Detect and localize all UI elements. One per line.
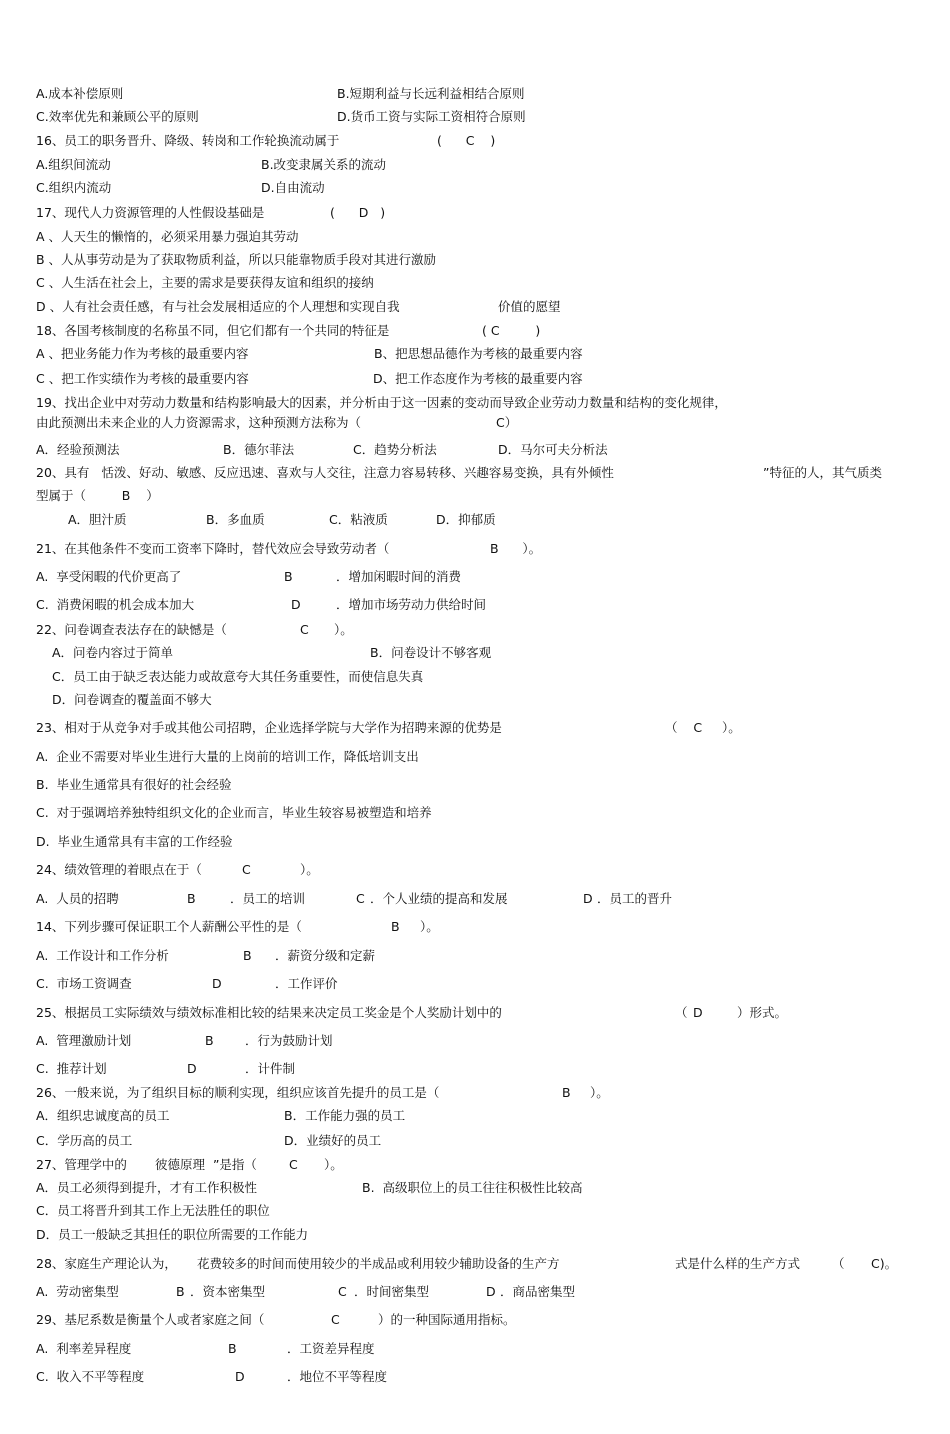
text-line: 彼德原理 ”是指（ — [155, 1157, 257, 1172]
text-line: 17、现代人力资源管理的人性假设基础是 — [36, 205, 265, 220]
text-line: ”特征的人，其气质类 — [763, 465, 882, 480]
text-line: 20、具有 恬泼、好动、敏感、反应迅速、喜欢与人交往，注意力容易转移、兴趣容易变换，具有外倾性 — [36, 465, 614, 480]
text-line: B ）。 — [490, 541, 542, 556]
text-line: B 、人从事劳动是为了获取物质利益，所以只能靠物质手段对其进行激励 — [36, 252, 437, 267]
text-line: 14、下列步骤可保证职工个人薪酬公平性的是（ — [36, 919, 302, 934]
text-line: ．工作评价 — [275, 976, 338, 991]
text-line: ．个人业绩的提高和发展 — [370, 891, 508, 906]
text-line: C. 收入不平等程度 — [36, 1369, 145, 1384]
text-line: D — [235, 1369, 245, 1384]
text-line: B．德尔菲法 — [223, 442, 295, 457]
text-line: A. 工作设计和工作分析 — [36, 948, 169, 963]
text-line: 由此预测出未来企业的人力资源需求，这种预测方法称为（ — [36, 415, 362, 430]
text-line: 型属于（ B ） — [36, 488, 159, 503]
text-line: ）。 — [324, 1157, 343, 1172]
text-line: ．地位不平等程度 — [287, 1369, 388, 1384]
text-line: A 、人天生的懒惰的，必须采用暴力强迫其劳动 — [36, 229, 299, 244]
text-line: B．工作能力强的员工 — [284, 1108, 406, 1123]
text-line: D、把工作态度作为考核的最重要内容 — [373, 371, 583, 386]
text-line: C．学历高的员工 — [36, 1133, 133, 1148]
text-line: ．计件制 — [245, 1061, 296, 1076]
text-line: ( C ) — [437, 133, 496, 148]
text-line: ．商品密集型 — [500, 1284, 576, 1299]
text-line: ．员工的培训 — [230, 891, 306, 906]
text-line: C） — [496, 415, 518, 430]
text-line: 价值的愿望 — [498, 299, 561, 314]
text-line: C)。 — [871, 1256, 898, 1271]
text-line: A 、把业务能力作为考核的最重要内容 — [36, 346, 249, 361]
text-line: C. 对于强调培养独特组织文化的企业而言，毕业生较容易被塑造和培养 — [36, 805, 432, 820]
text-line: A．胆汁质 — [68, 512, 127, 527]
text-line: C. 消费闲暇的机会成本加大 — [36, 597, 195, 612]
text-line: D．抑郁质 — [436, 512, 496, 527]
text-line: B — [228, 1341, 237, 1356]
text-line: 花费较多的时间而使用较少的半成品或利用较少辅助设备的生产方 — [197, 1256, 560, 1271]
text-line: ．工资差异程度 — [287, 1341, 375, 1356]
text-line: D.自由流动 — [261, 180, 325, 195]
text-line: D — [187, 1061, 197, 1076]
text-line: C — [356, 891, 365, 906]
text-line: B．问卷设计不够客观 — [370, 645, 492, 660]
text-line: C — [289, 1157, 298, 1172]
text-line: 式是什么样的生产方式 — [675, 1256, 801, 1271]
text-line: ．员工的晋升 — [597, 891, 673, 906]
text-line: C. 推荐计划 — [36, 1061, 107, 1076]
text-line: 21、在其他条件不变而工资率下降时，替代效应会导致劳动者（ — [36, 541, 390, 556]
text-line: B — [284, 569, 293, 584]
text-line: C.组织内流动 — [36, 180, 112, 195]
text-line: （ — [675, 1005, 688, 1020]
text-line: 26、一般来说，为了组织目标的顺利实现，组织应该首先提升的员工是（ — [36, 1085, 440, 1100]
text-line: B — [176, 1284, 185, 1299]
text-line: ．增加闲暇时间的消费 — [336, 569, 462, 584]
text-line: ）。 — [420, 919, 439, 934]
text-line: A．经验预测法 — [36, 442, 120, 457]
text-line: A. 管理激励计划 — [36, 1033, 132, 1048]
text-line: A.组织间流动 — [36, 157, 111, 172]
text-line: （ C ）。 — [665, 720, 741, 735]
text-line: 18、各国考核制度的名称虽不同，但它们都有一个共同的特征是 — [36, 323, 390, 338]
text-line: B、把思想品德作为考核的最重要内容 — [374, 346, 583, 361]
text-line: ）。 — [590, 1085, 609, 1100]
text-line: ）的一种国际通用指标。 — [378, 1312, 516, 1327]
text-line: ．时间密集型 — [354, 1284, 430, 1299]
text-line: C．粘液质 — [329, 512, 388, 527]
text-line: ）。 — [300, 862, 319, 877]
text-line: A. 人员的招聘 — [36, 891, 119, 906]
text-line: （ — [832, 1256, 845, 1271]
text-line: D — [212, 976, 222, 991]
text-line: ．行为鼓励计划 — [245, 1033, 333, 1048]
text-line: ）。 — [334, 622, 353, 637]
text-line: ．资本密集型 — [190, 1284, 266, 1299]
text-line: C.效率优先和兼顾公平的原则 — [36, 109, 199, 124]
text-line: ( D ) — [330, 205, 386, 220]
text-line: A. 利率差异程度 — [36, 1341, 132, 1356]
text-line: C. 市场工资调查 — [36, 976, 132, 991]
text-line: D．员工一般缺乏其担任的职位所需要的工作能力 — [36, 1227, 309, 1242]
text-line: D — [693, 1005, 703, 1020]
text-line: D．业绩好的员工 — [284, 1133, 382, 1148]
text-line: C．员工由于缺乏表达能力或故意夸大其任务重要性，而使信息失真 — [52, 669, 424, 684]
text-line: B — [243, 948, 252, 963]
text-line: 27、管理学中的 — [36, 1157, 127, 1172]
text-line: B — [562, 1085, 571, 1100]
text-line: D — [583, 891, 593, 906]
text-line: C．员工将晋升到其工作上无法胜任的职位 — [36, 1203, 270, 1218]
text-line: B. 毕业生通常具有很好的社会经验 — [36, 777, 232, 792]
text-line: A. 企业不需要对毕业生进行大量的上岗前的培训工作，降低培训支出 — [36, 749, 419, 764]
text-line: 25、根据员工实际绩效与绩效标准相比较的结果来决定员工奖金是个人奖励计划中的 — [36, 1005, 502, 1020]
text-line: C — [242, 862, 251, 877]
text-line: A．组织忠诚度高的员工 — [36, 1108, 170, 1123]
text-line: ( C ) — [482, 323, 541, 338]
text-line: D — [291, 597, 301, 612]
text-line: 28、家庭生产理论认为， — [36, 1256, 177, 1271]
text-line: A．问卷内容过于简单 — [52, 645, 174, 660]
text-line: C．趋势分析法 — [353, 442, 437, 457]
text-line: B.改变隶属关系的流动 — [261, 157, 387, 172]
text-line: ）形式。 — [737, 1005, 788, 1020]
text-line: A．员工必须得到提升，才有工作积极性 — [36, 1180, 258, 1195]
text-line: ．薪资分级和定薪 — [275, 948, 376, 963]
text-line: A. 劳动密集型 — [36, 1284, 119, 1299]
text-line: 24、绩效管理的着眼点在于（ — [36, 862, 202, 877]
text-line: D. 毕业生通常具有丰富的工作经验 — [36, 834, 233, 849]
text-line: C 、把工作实绩作为考核的最重要内容 — [36, 371, 249, 386]
text-line: D.货币工资与实际工资相符合原则 — [337, 109, 526, 124]
text-line: C — [300, 622, 309, 637]
text-line: ．增加市场劳动力供给时间 — [336, 597, 487, 612]
text-line: 29、基尼系数是衡量个人或者家庭之间（ — [36, 1312, 265, 1327]
text-line: B. 高级职位上的员工往往积极性比较高 — [362, 1180, 583, 1195]
text-line: D．马尔可夫分析法 — [498, 442, 608, 457]
text-line: D．问卷调查的覆盖面不够大 — [52, 692, 212, 707]
text-line: C — [331, 1312, 340, 1327]
text-line: A.成本补偿原则 — [36, 86, 124, 101]
text-line: 16、员工的职务晋升、降级、转岗和工作轮换流动属于 — [36, 133, 340, 148]
text-line: B.短期利益与长远利益相结合原则 — [337, 86, 525, 101]
text-line: 23、相对于从竞争对手或其他公司招聘，企业选择学院与大学作为招聘来源的优势是 — [36, 720, 502, 735]
text-line: D 、人有社会责任感，有与社会发展相适应的个人理想和实现自我 — [36, 299, 400, 314]
text-line: B — [187, 891, 196, 906]
text-line: 22、问卷调查表法存在的缺憾是（ — [36, 622, 227, 637]
text-line: B — [391, 919, 400, 934]
text-line: B — [205, 1033, 214, 1048]
text-line: C — [338, 1284, 347, 1299]
text-line: A. 享受闲暇的代价更高了 — [36, 569, 182, 584]
text-line: C 、人生活在社会上，主要的需求是要获得友谊和组织的接纳 — [36, 275, 374, 290]
text-line: B．多血质 — [206, 512, 265, 527]
text-line: D — [486, 1284, 496, 1299]
text-line: 19、找出企业中对劳动力数量和结构影响最大的因素，并分析由于这一因素的变动而导致企业劳动力数量和结构的变化规律， — [36, 395, 727, 410]
